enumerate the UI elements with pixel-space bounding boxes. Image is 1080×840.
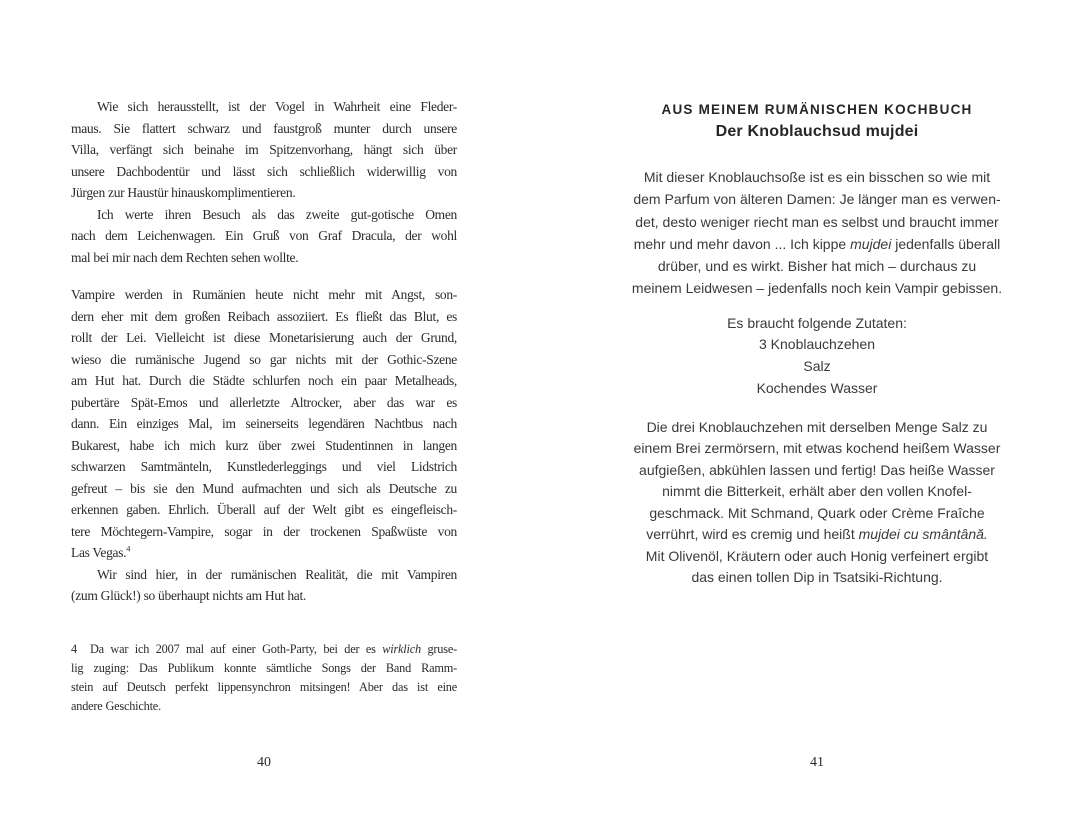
text-segment: wieso die rumänische Jugend so gar nichts mit der Gothic-Szene <box>71 351 457 367</box>
preparation-instructions <box>605 417 1029 589</box>
text-line <box>605 334 1029 356</box>
text-line <box>71 456 457 478</box>
text-segment: Jürgen zur Haustür hinauskomplimentieren. <box>71 185 296 200</box>
text-segment: Las Vegas. <box>71 545 127 560</box>
text-segment: meinem Leidwesen – jedenfalls noch kein Vampir gebissen. <box>631 280 1003 297</box>
footnote-reference: 4 <box>126 544 131 554</box>
text-segment: dern eher mit dem großen Reibach assoziiert. Es fließt das Blut, es <box>71 308 457 324</box>
text-segment: schwarzen Samtmänteln, Kunstlederleggings und viel Lidstrich <box>71 459 457 474</box>
text-line <box>605 481 1029 503</box>
text-line <box>71 585 457 607</box>
text-line <box>605 417 1029 439</box>
text-segment: Salz <box>803 358 831 375</box>
text-line <box>605 166 1029 188</box>
text-line <box>605 378 1029 400</box>
text-segment: mal bei mir nach dem Rechten sehen wollte. <box>71 249 299 265</box>
text-line <box>71 521 457 543</box>
text-line <box>605 524 1029 546</box>
page-number-right: 41 <box>810 755 824 770</box>
paragraph <box>71 564 457 607</box>
text-segment: geschmack. Mit Schmand, Quark oder Crème Fraîche <box>649 504 985 521</box>
text-line <box>605 356 1029 378</box>
text-line <box>71 659 457 678</box>
right-page <box>540 0 1080 840</box>
text-segment: Mit dieser Knoblauchsoße ist es ein bisschen so wie mit <box>643 169 991 185</box>
text-segment: am Hut hat. Durch die Städte schlurfen noch ein paar Metalheads, <box>71 373 457 388</box>
text-line <box>605 438 1029 460</box>
right-page-body <box>605 100 1029 589</box>
text-segment: dem Parfum von älteren Damen: Je länger man es verwen- <box>633 191 1001 208</box>
text-line <box>71 564 457 586</box>
text-segment: aufgießen, abkühlen lassen und fertig! Das heiße Wasser <box>639 461 995 478</box>
text-line <box>605 233 1029 255</box>
text-line <box>71 327 457 349</box>
text-line <box>71 478 457 500</box>
text-line <box>605 255 1029 277</box>
text-line <box>71 247 457 269</box>
text-line <box>71 161 457 183</box>
text-segment: Wie sich herausstellt, ist der Vogel in Wahrheit eine Fleder- <box>97 99 457 114</box>
text-segment: gruse- <box>420 642 457 656</box>
text-line <box>71 96 457 118</box>
italic-text: wirklich <box>382 642 421 656</box>
text-line <box>71 435 457 457</box>
text-line <box>71 139 457 161</box>
text-line <box>605 460 1029 482</box>
text-segment: verrührt, wird es cremig und heißt <box>646 526 859 543</box>
page-number-left: 40 <box>257 755 271 770</box>
text-line <box>71 640 457 659</box>
text-segment: Es braucht folgende Zutaten: <box>727 314 907 331</box>
text-line <box>605 277 1029 299</box>
paragraph <box>71 284 457 564</box>
text-segment: Ich werte ihren Besuch als das zweite gut-gotische Omen <box>97 206 457 222</box>
text-segment: stein auf Deutsch perfekt lippensynchron mitsingen! Aber das ist eine <box>71 680 457 694</box>
italic-text: mujdei <box>850 235 892 252</box>
text-segment: dann. Ein einziges Mal, im seinerseits legendären Nachtbus nach <box>71 416 457 431</box>
text-line <box>71 678 457 697</box>
paragraph <box>71 96 457 204</box>
text-segment: unsere Dachbodentür und lässt sich schließlich widerwillig von <box>71 163 457 179</box>
text-segment: det, desto weniger riecht man es selbst und braucht immer <box>635 213 999 230</box>
text-segment: Wir sind hier, in der rumänischen Realität, die mit Vampiren <box>97 566 457 582</box>
text-line <box>71 118 457 140</box>
text-segment: lig zuging: Das Publikum konnte sämtliche Songs der Band Ramm- <box>71 661 457 675</box>
paragraph <box>71 204 457 269</box>
text-segment: pubertäre Spät-Emos und allerletzte Altrocker, aber das war es <box>71 394 457 410</box>
text-segment: Bukarest, habe ich mich kurz über zwei Studentinnen in langen <box>71 437 457 453</box>
text-segment: andere Geschichte. <box>71 699 161 713</box>
recipe-intro <box>605 166 1029 300</box>
text-segment: jedenfalls überall <box>891 235 1001 252</box>
text-segment: nimmt die Bitterkeit, erhält aber den vollen Knofel- <box>662 483 972 500</box>
text-line <box>605 313 1029 335</box>
text-line <box>71 542 457 564</box>
text-segment: drüber, und es wirkt. Bisher hat mich – durchaus zu <box>657 258 977 275</box>
text-line <box>71 182 457 204</box>
text-segment: (zum Glück!) so überhaupt nichts am Hut hat. <box>71 588 306 603</box>
text-segment: Kochendes Wasser <box>756 379 878 396</box>
text-line <box>71 499 457 521</box>
ingredients-list <box>605 313 1029 400</box>
text-line <box>71 204 457 226</box>
text-line <box>71 225 457 247</box>
text-line <box>605 211 1029 233</box>
text-segment: maus. Sie flattert schwarz und faustgroß munter durch unsere <box>71 120 457 136</box>
text-segment: tere Möchtegern-Vampire, sogar in der trockenen Spaßwüste von <box>71 523 457 539</box>
text-segment: Die drei Knoblauchzehen mit derselben Menge Salz zu <box>646 418 988 435</box>
text-line <box>71 392 457 414</box>
text-segment: rollt der Lei. Vielleicht ist diese Monetarisierung auch der Grund, <box>71 330 457 345</box>
text-segment: das einen tollen Dip in Tsatsiki-Richtung. <box>691 569 943 586</box>
text-segment: mehr und mehr davon ... Ich kippe <box>633 235 851 252</box>
text-segment: einem Brei zermörsern, mit etwas kochend heißem Wasser <box>633 440 1001 457</box>
text-line <box>71 370 457 392</box>
text-segment: 3 Knoblauchzehen <box>759 336 875 353</box>
text-line <box>71 284 457 306</box>
text-line <box>605 546 1029 568</box>
text-line <box>71 349 457 371</box>
text-line <box>71 697 457 716</box>
footnote <box>71 640 457 716</box>
text-line <box>605 188 1029 210</box>
text-segment: Vampire werden in Rumänien heute nicht mehr mit Angst, son- <box>71 287 457 302</box>
chapter-kicker: AUS MEINEM RUMÄNISCHEN KOCHBUCH <box>661 102 973 117</box>
recipe-title: Der Knoblauchsud mujdei <box>715 123 919 140</box>
text-segment: gefreut – bis sie den Mund aufmachten und sich als Deutsche zu <box>71 480 457 496</box>
text-line <box>605 567 1029 589</box>
text-segment: erkennen gaben. Ehrlich. Überall auf der Welt gibt es eingefleisch- <box>71 502 457 517</box>
text-segment: nach dem Leichenwagen. Ein Gruß von Graf Dracula, der wohl <box>71 228 457 243</box>
text-line <box>71 413 457 435</box>
text-segment: 4 Da war ich 2007 mal auf einer Goth-Party, bei der es <box>71 642 383 656</box>
text-line <box>71 306 457 328</box>
text-segment: Mit Olivenöl, Kräutern oder auch Honig verfeinert ergibt <box>645 547 989 564</box>
left-page-body <box>71 96 457 607</box>
italic-text: mujdei cu smântână. <box>858 526 988 543</box>
text-segment: Villa, verfängt sich beinahe im Spitzenvorhang, hängt sich über <box>71 142 457 157</box>
text-line <box>605 503 1029 525</box>
